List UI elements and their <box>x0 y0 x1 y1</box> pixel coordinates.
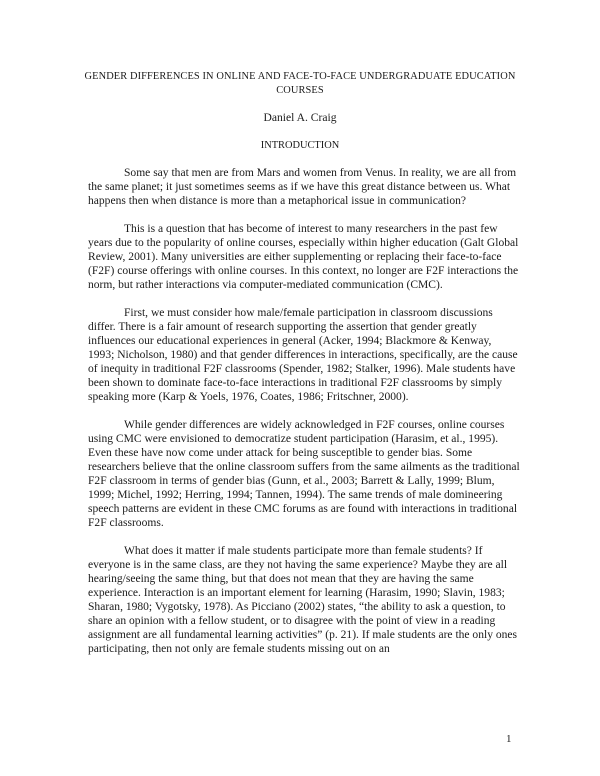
paragraph: This is a question that has become of interest to many researchers in the past few years due to the popularity of online courses, especially within higher education (Galt Global Review, 2001). Many universities are either supplementing or replacing their face-to-face (F2F) course offerings with online courses. In this context, no longer are F2F interactions the norm, but rather interactions via computer-mediated communication (CMC). <box>88 223 519 291</box>
paragraph: Some say that men are from Mars and women from Venus. In reality, we are all from the same planet; it just sometimes seems as if we have this great distance between us. What happens then when distance is more than a metaphorical issue in communication? <box>88 167 517 207</box>
author-name: Daniel A. Craig <box>263 111 337 124</box>
document-title: GENDER DIFFERENCES IN ONLINE AND FACE-TO-FACE UNDERGRADUATE EDUCATION COURSES <box>84 71 516 96</box>
section-heading: INTRODUCTION <box>260 140 340 151</box>
paragraph: While gender differences are widely acknowledged in F2F courses, online courses using CMC were envisioned to democratize student participation (Harasim, et al., 1995). Even these have now come under attack for being susceptible to gender bias. Some researchers believe that the online classroom suffers from the same ailments as the traditional F2F classroom in terms of gender bias (Gunn, et al., 2003; Barrett & Lally, 1999; Blum, 1999; Michel, 1992; Herring, 1994; Tannen, 1994). The same trends of male domineering speech patterns are evident in these CMC forums as are found with interactions in traditional F2F classrooms. <box>88 419 520 529</box>
document-body <box>88 166 520 670</box>
paragraph: What does it matter if male students participate more than female students? If everyone is in the same class, are they not having the same experience? Maybe they are all hearing/seeing the same thing, but that does not mean that they are having the same experience. Interaction is an important element for learning (Harasim, 1990; Slavin, 1983; Sharan, 1980; Vygotsky, 1978). As Picciano (2002) states, “the ability to ask a question, to share an opinion with a fellow student, or to disagree with the point of view in a reading assignment are all fundamental learning activities” (p. 21). If male students are the only ones participating, then not only are female students missing out on an <box>88 545 518 655</box>
page-number: 1 <box>506 733 512 745</box>
paragraph: First, we must consider how male/female participation in classroom discussions differ. There is a fair amount of research supporting the assertion that gender greatly influences our educational experiences in general (Acker, 1994; Blackmore & Kenway, 1993; Nicholson, 1980) and that gender differences in interactions, specifically, are the cause of inequity in traditional F2F classrooms (Spender, 1982; Stalker, 1996). Male students have been shown to dominate face-to-face interactions in traditional F2F classrooms by simply speaking more (Karp & Yoels, 1976, Coates, 1986; Fritschner, 2000). <box>88 307 518 403</box>
